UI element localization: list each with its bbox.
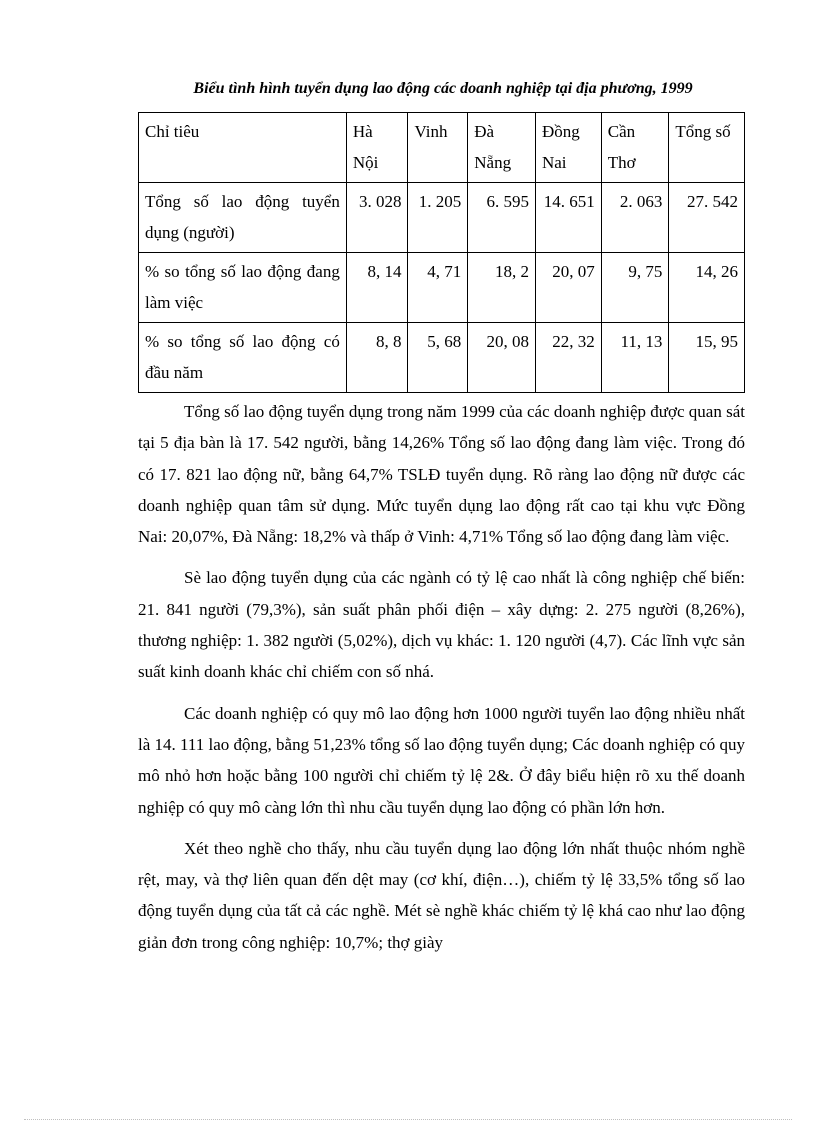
table-cell: 11, 13 <box>601 323 669 393</box>
paragraph: Tổng số lao động tuyển dụng trong năm 1999 của các doanh nghiệp được quan sát tại 5 địa bàn là 17. 542 người, bằng 14,26% Tổng số lao động đang làm việc. Trong đó có 17. 821 lao động nữ, bằng 64,7% TSLĐ tuyển dụng. Rõ ràng lao động nữ được các doanh nghiệp quan tâm sử dụng. Mức tuyển dụng lao động rất cao tại khu vực Đồng Nai: 20,07%, Đà Nẵng: 18,2% và thấp ở Vinh: 4,71% Tổng số lao động đang làm việc. <box>138 402 745 547</box>
table-cell: 20, 07 <box>535 253 601 323</box>
body-text <box>138 396 745 968</box>
table-cell: 14. 651 <box>535 183 601 253</box>
header-cell-da-nang: Đà Nẵng <box>468 113 536 183</box>
header-cell-can-tho: Cần Thơ <box>601 113 669 183</box>
table-cell: 4, 71 <box>408 253 468 323</box>
table-cell: 6. 595 <box>468 183 536 253</box>
table-cell: 8, 8 <box>346 323 408 393</box>
table-cell: 8, 14 <box>346 253 408 323</box>
paragraph: Xét theo nghề cho thấy, nhu cầu tuyển dụng lao động lớn nhất thuộc nhóm nghề rệt, may, và thợ liên quan đến dệt may (cơ khí, điện…), chiếm tỷ lệ 33,5% tổng số lao động tuyển dụng của tất cả các nghề. Mét sè nghề khác chiếm tỷ lệ khá cao như lao động giản đơn trong công nghiệp: 10,7%; thợ giày <box>138 838 745 952</box>
table-cell: 27. 542 <box>669 183 745 253</box>
page-footer-divider <box>24 1119 792 1120</box>
row-label: Tổng số lao động tuyển dụng (người) <box>139 183 347 253</box>
row-label: % so tổng số lao động đang làm việc <box>139 253 347 323</box>
table-cell: 15, 95 <box>669 323 745 393</box>
table-cell: 2. 063 <box>601 183 669 253</box>
header-cell-ha-noi: Hà Nội <box>346 113 408 183</box>
recruitment-table <box>138 112 745 393</box>
table-cell: 22, 32 <box>535 323 601 393</box>
header-cell-indicator: Chỉ tiêu <box>139 113 347 183</box>
table-row <box>139 253 745 323</box>
table-cell: 18, 2 <box>468 253 536 323</box>
table-cell: 9, 75 <box>601 253 669 323</box>
paragraph: Các doanh nghiệp có quy mô lao động hơn 1000 người tuyển lao động nhiều nhất là 14. 111 lao động, bằng 51,23% tổng số lao động tuyển dụng; Các doanh nghiệp có quy mô nhỏ hơn hoặc bằng 100 người chỉ chiếm tỷ lệ 2&. Ở đây biểu hiện rõ xu thế doanh nghiệp có quy mô càng lớn thì nhu cầu tuyển dụng lao động có phần lớn hơn. <box>138 703 745 817</box>
table-row <box>139 183 745 253</box>
table-cell: 3. 028 <box>346 183 408 253</box>
header-cell-dong-nai: Đồng Nai <box>535 113 601 183</box>
table-cell: 20, 08 <box>468 323 536 393</box>
table-header-row <box>139 113 745 183</box>
header-cell-vinh: Vinh <box>408 113 468 183</box>
table-cell: 1. 205 <box>408 183 468 253</box>
table-row <box>139 323 745 393</box>
header-cell-total: Tổng số <box>669 113 745 183</box>
table-title: Biểu tình hình tuyển dụng lao động các doanh nghiệp tại địa phương, 1999 <box>193 80 693 97</box>
table-cell: 5, 68 <box>408 323 468 393</box>
row-label: % so tổng số lao động có đầu năm <box>139 323 347 393</box>
table-cell: 14, 26 <box>669 253 745 323</box>
paragraph: Sè lao động tuyển dụng của các ngành có tỷ lệ cao nhất là công nghiệp chế biến: 21. 841 người (79,3%), sản suất phân phối điện – xây dựng: 2. 275 người (8,26%), thương nghiệp: 1. 382 người (5,02%), dịch vụ khác: 1. 120 người (4,7). Các lĩnh vực sản suất kinh doanh khác chỉ chiếm con số nhá. <box>138 568 745 682</box>
